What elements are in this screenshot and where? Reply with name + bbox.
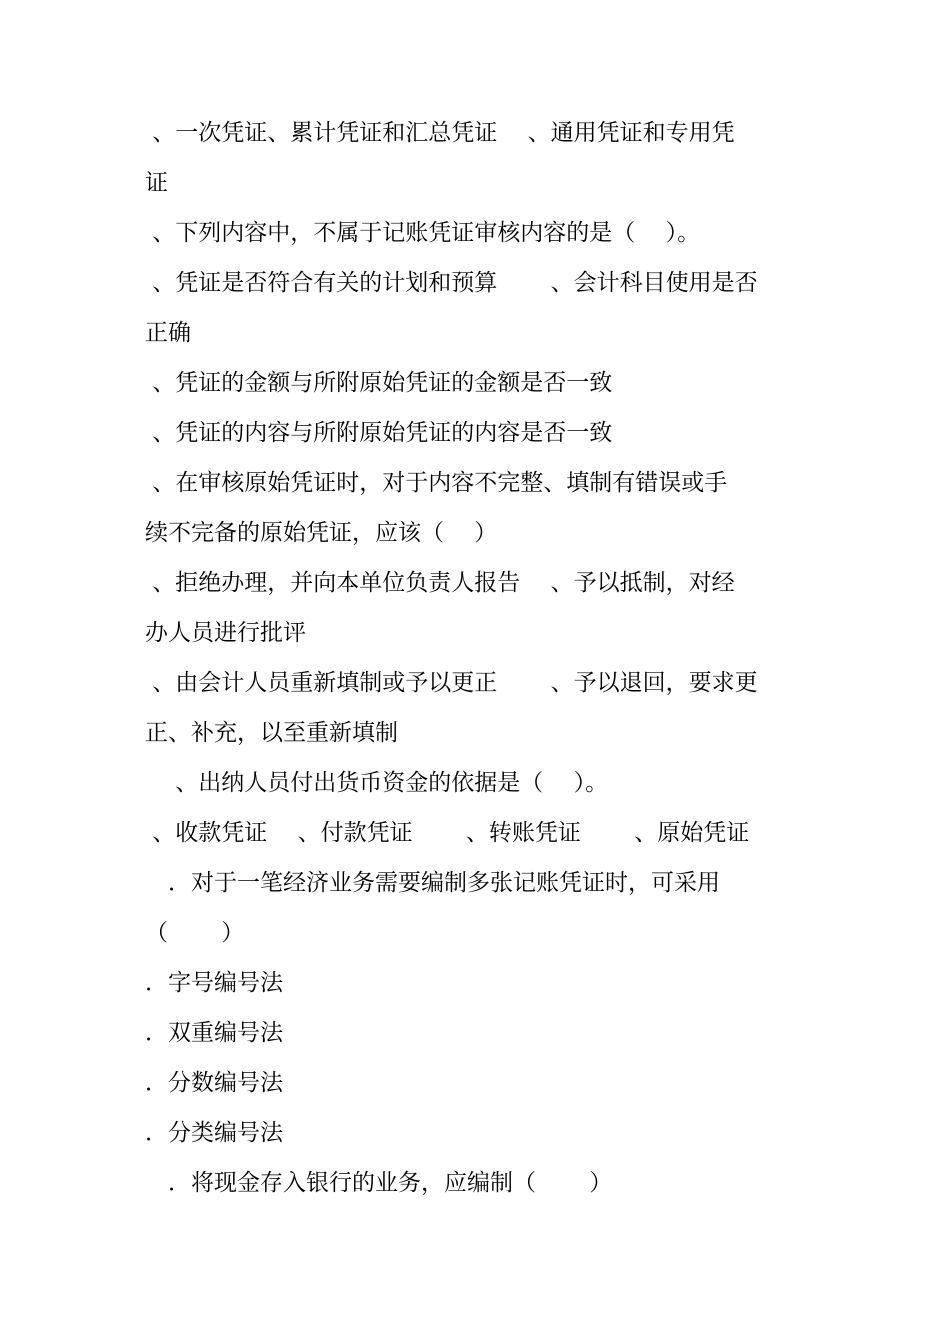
option-line: 、凭证的金额与所附原始凭证的金额是否一致 — [145, 370, 613, 396]
option-line: 、凭证的内容与所附原始凭证的内容是否一致 — [145, 420, 613, 446]
text-line: 、一次凭证、累计凭证和汇总凭证 、通用凭证和专用凭 — [145, 120, 735, 146]
option-line: ．分类编号法 — [145, 1120, 283, 1146]
option-line: 、拒绝办理，并向本单位负责人报告 、予以抵制，对经 — [145, 570, 735, 596]
text-line: 正、补充，以至重新填制 — [145, 720, 398, 746]
question-line: ．将现金存入银行的业务，应编制（ ） — [145, 1170, 613, 1196]
question-line: 、在审核原始凭证时，对于内容不完整、填制有错误或手 — [145, 470, 728, 496]
option-line: ．双重编号法 — [145, 1020, 283, 1046]
question-line: 、下列内容中，不属于记账凭证审核内容的是（ ）。 — [145, 220, 701, 246]
text-line: 正确 — [145, 320, 191, 346]
question-line: 、出纳人员付出货币资金的依据是（ ）。 — [145, 770, 609, 796]
option-line: 、由会计人员重新填制或予以更正 、予以退回，要求更 — [145, 670, 758, 696]
option-line: 、收款凭证 、付款凭证 、转账凭证 、原始凭证 — [145, 820, 750, 846]
option-line: ．字号编号法 — [145, 970, 283, 996]
text-line: 办人员进行批评 — [145, 620, 306, 646]
option-line: 、凭证是否符合有关的计划和预算 、会计科目使用是否 — [145, 270, 758, 296]
text-line: 续不完备的原始凭证，应该（ ） — [145, 520, 498, 546]
question-line: ．对于一笔经济业务需要编制多张记账凭证时，可采用 — [145, 870, 720, 896]
text-line: 证 — [145, 170, 168, 196]
option-line: ．分数编号法 — [145, 1070, 283, 1096]
text-line: （ ） — [145, 920, 245, 946]
document-body — [145, 108, 810, 1208]
